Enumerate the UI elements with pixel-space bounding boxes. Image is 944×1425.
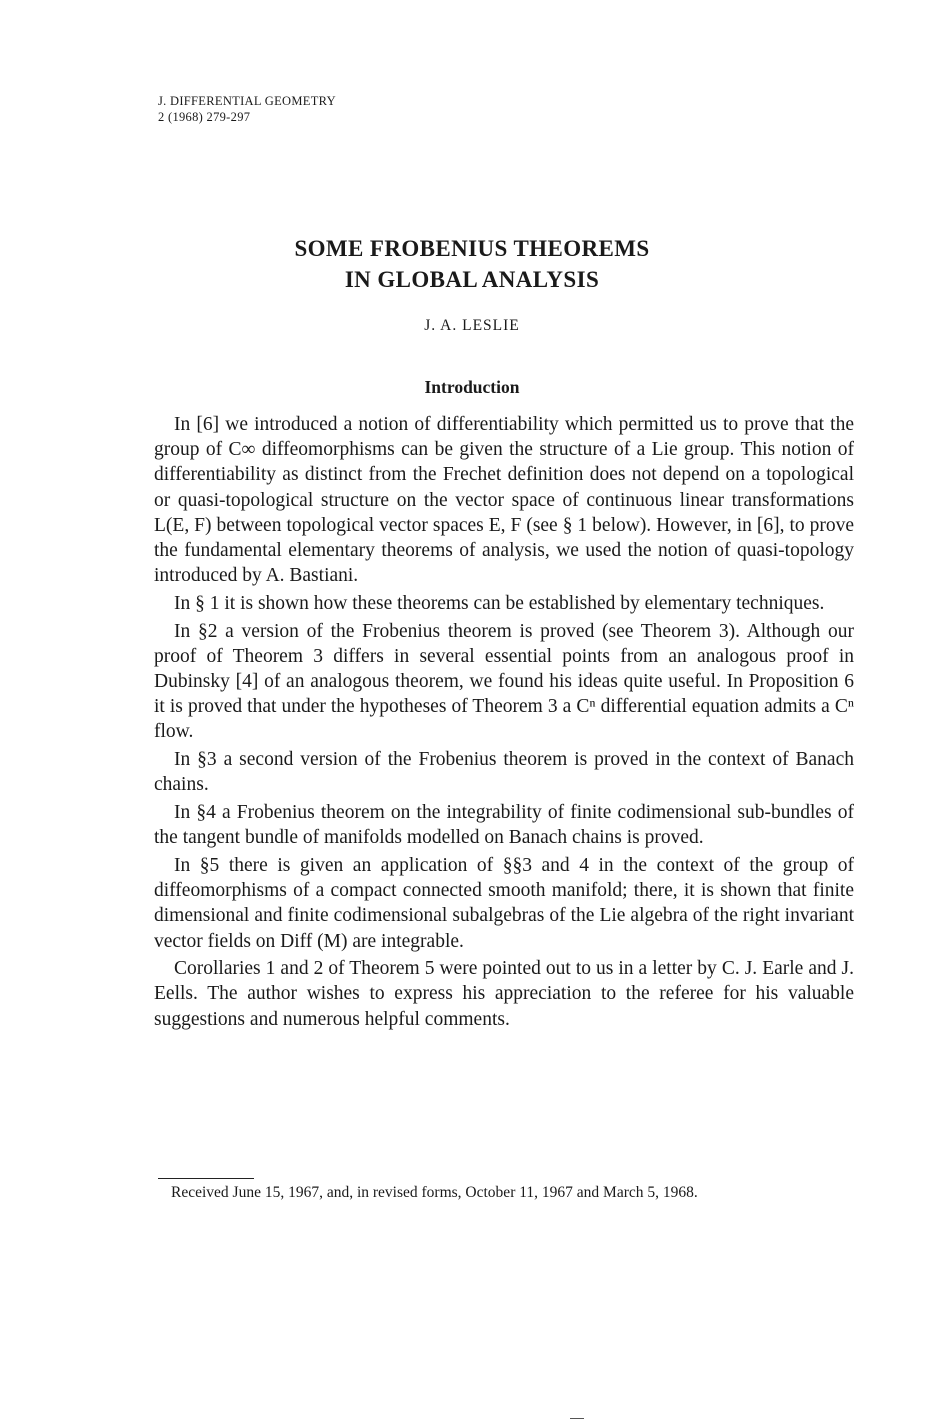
journal-header [158,93,336,125]
author: J. A. LESLIE [424,317,520,334]
paragraph: In § 1 it is shown how these theorems can be established by elementary techniques. [174,592,825,614]
paragraph: In §5 there is given an application of §§3 and 4 in the context of the group of diffeomorphisms of a compact connected smooth manifold; there, it is shown that finite dimensional and finite codimensional subalgebras of the Lie algebra of the right invariant vector fields on Diff (M) are integrable. [154,854,854,952]
paragraph: In [6] we introduced a notion of differentiability which permitted us to prove that the group of C∞ diffeomorphisms can be given the structure of a Lie group. This notion of differentiability as distinct from the Frechet definition does not depend on a topological or quasi-topological structure on the vector space of continuous linear transformations L(E, F) between topological vector spaces E, F (see § 1 below). However, in [6], to prove the fundamental elementary theorems of analysis, we used the notion of quasi-topology introduced by A. Bastiani. [154,414,854,587]
title-line-1: SOME FROBENIUS THEOREMS [294,236,650,261]
paper-title [0,233,944,295]
paragraph: In §3 a second version of the Frobenius theorem is proved in the context of Banach chains. [154,749,854,796]
paragraph: Corollaries 1 and 2 of Theorem 5 were pointed out to us in a letter by C. J. Earle and J. Eells. The author wishes to express his appreciation to the referee for his valuable suggestions and numerous helpful comments. [154,958,854,1030]
section-heading: Introduction [424,377,520,397]
volume-info: 2 (1968) 279-297 [158,110,251,124]
footnote-divider [158,1178,254,1179]
paragraph: In §2 a version of the Frobenius theorem is proved (see Theorem 3). Although our proof of Theorem 3 differs in several essential points from an analogous proof in Dubinsky [4] of an analogous theorem, we found his ideas quite useful. In Proposition 6 it is proved that under the hypotheses of Theorem 3 a Cⁿ differential equation admits a Cⁿ flow. [154,620,854,743]
introduction-body [154,412,854,1034]
footnote: Received June 15, 1967, and, in revised forms, October 11, 1967 and March 5, 1968. [171,1184,698,1201]
journal-name: J. DIFFERENTIAL GEOMETRY [158,94,336,108]
title-line-2: IN GLOBAL ANALYSIS [344,267,600,292]
page-mark [570,1418,584,1419]
paragraph: In §4 a Frobenius theorem on the integrability of finite codimensional sub-bundles of the tangent bundle of manifolds modelled on Banach chains is proved. [154,802,854,849]
